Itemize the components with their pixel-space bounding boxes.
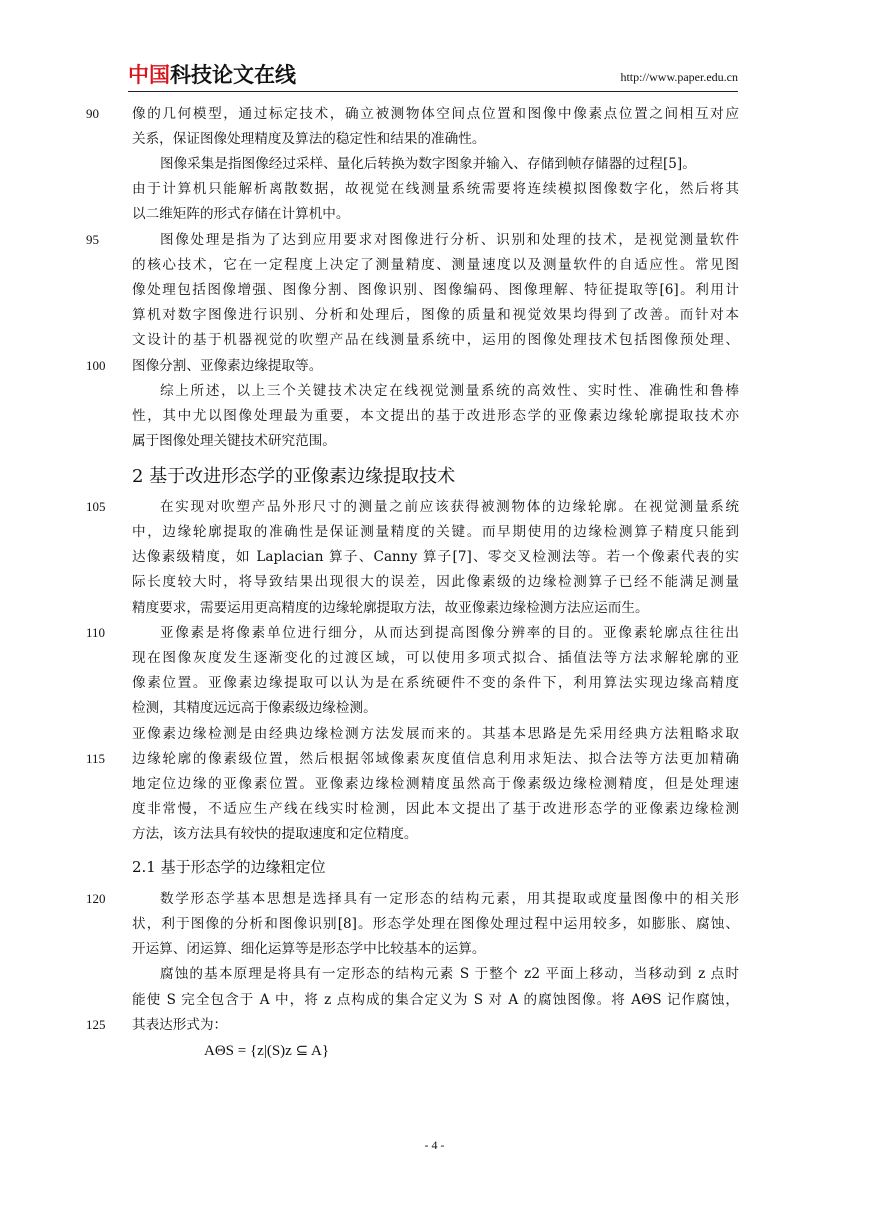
- page-number: - 4 -: [424, 1138, 445, 1152]
- line-number: 90: [86, 106, 99, 121]
- body-line: 由于计算机只能解析离散数据，故视觉在线测量系统需要将连续模拟图像数字化，然后将其: [132, 181, 739, 197]
- body-line: 性，其中尤以图像处理最为重要，本文提出的基于改进形态学的亚像素边缘轮廓提取技术亦: [132, 408, 739, 424]
- body-line: 方法，该方法具有较快的提取速度和定位精度。: [132, 826, 418, 842]
- body-line: 精度要求，需要运用更高精度的边缘轮廓提取方法，故亚像素边缘检测方法应运而生。: [132, 600, 649, 616]
- body-line: 边缘轮廓的像素级位置，然后根据邻域像素灰度值信息利用求矩法、拟合法等方法更加精确: [132, 751, 739, 767]
- body-line: 现在图像灰度发生逐渐变化的过渡区域，可以使用多项式拟合、插值法等方法求解轮廓的亚: [132, 650, 739, 666]
- body-line: 中，边缘轮廓提取的准确性是保证测量精度的关键。而早期使用的边缘检测算子精度只能到: [132, 524, 739, 540]
- body-line: 图像采集是指图像经过采样、量化后转换为数字图象并输入、存储到帧存储器的过程[5]。: [160, 156, 696, 172]
- body-line: 的核心技术，它在一定程度上决定了测量精度、测量速度以及测量软件的自适应性。常见图: [132, 257, 739, 273]
- body-line: 能使 S 完全包含于 A 中，将 z 点构成的集合定义为 S 对 A 的腐蚀图像。将 AΘS 记作腐蚀，: [132, 992, 739, 1008]
- body-line: 关系，保证图像处理精度及算法的稳定性和结果的准确性。: [132, 131, 486, 147]
- body-line: 地定位边缘的亚像素位置。亚像素边缘检测精度虽然高于像素级边缘检测精度，但是处理速: [132, 776, 739, 792]
- subsection-heading: 2.1 基于形态学的边缘粗定位: [132, 858, 326, 876]
- line-number: 125: [86, 1017, 106, 1032]
- line-number: 105: [86, 499, 106, 514]
- body-line: 亚像素是将像素单位进行细分，从而达到提高图像分辨率的目的。亚像素轮廓点往往出: [160, 625, 739, 641]
- body-line: 像的几何模型，通过标定技术，确立被测物体空间点位置和图像中像素点位置之间相互对应: [132, 106, 739, 122]
- body-line: 数学形态学基本思想是选择具有一定形态的结构元素，用其提取或度量图像中的相关形: [160, 891, 739, 907]
- line-number: 110: [86, 625, 106, 640]
- body-line: 文设计的基于机器视觉的吹塑产品在线测量系统中，运用的图像处理技术包括图像预处理、: [132, 332, 739, 348]
- section-heading: 2 基于改进形态学的亚像素边缘提取技术: [132, 466, 456, 487]
- body-line: 腐蚀的基本原理是将具有一定形态的结构元素 S 于整个 z2 平面上移动，当移动到 z 点时: [160, 966, 739, 982]
- journal-logo: 中国科技论文在线: [128, 63, 296, 87]
- body-line: 开运算、闭运算、细化运算等是形态学中比较基本的运算。: [132, 941, 486, 957]
- body-line: 算机对数字图像进行识别、分析和处理后，图像的质量和视觉效果均得到了改善。而针对本: [132, 307, 739, 323]
- erosion-formula: AΘS = {z|(S)z ⊆ A}: [204, 1043, 330, 1059]
- body-line: 属于图像处理关键技术研究范围。: [132, 433, 336, 449]
- body-line: 度非常慢，不适应生产线在线实时检测，因此本文提出了基于改进形态学的亚像素边缘检测: [132, 801, 739, 817]
- line-number: 115: [86, 751, 106, 766]
- header-rule: [128, 91, 738, 92]
- body-line: 达像素级精度，如 Laplacian 算子、Canny 算子[7]、零交叉检测法等。若一个像素代表的实: [132, 549, 739, 565]
- body-line: 综上所述，以上三个关键技术决定在线视觉测量系统的高效性、实时性、准确性和鲁棒: [160, 383, 739, 399]
- body-line: 状，利于图像的分析和图像识别[8]。形态学处理在图像处理过程中运用较多，如膨胀、腐蚀、: [132, 916, 739, 932]
- line-number: 120: [86, 891, 106, 906]
- page-header: [128, 62, 738, 90]
- body-line: 际长度较大时，将导致结果出现很大的误差，因此像素级的边缘检测算子已经不能满足测量: [132, 574, 739, 590]
- header-url[interactable]: http://www.paper.edu.cn: [620, 70, 738, 84]
- body-line: 像素位置。亚像素边缘提取可以认为是在系统硬件不变的条件下，利用算法实现边缘高精度: [132, 675, 739, 691]
- line-number: 95: [86, 232, 99, 247]
- body-line: 图像分割、亚像素边缘提取等。: [132, 358, 323, 374]
- line-number: 100: [86, 358, 106, 373]
- body-line: 以二维矩阵的形式存储在计算机中。: [132, 206, 350, 222]
- body-line: 亚像素边缘检测是由经典边缘检测方法发展而来的。其基本思路是先采用经典方法粗略求取: [132, 726, 739, 742]
- body-line: 图像处理是指为了达到应用要求对图像进行分析、识别和处理的技术，是视觉测量软件: [160, 232, 739, 248]
- body-line: 像处理包括图像增强、图像分割、图像识别、图像编码、图像理解、特征提取等[6]。利用计: [132, 282, 739, 298]
- body-line: 其表达形式为：: [132, 1017, 228, 1033]
- body-line: 检测，其精度远远高于像素级边缘检测。: [132, 700, 377, 716]
- body-line: 在实现对吹塑产品外形尺寸的测量之前应该获得被测物体的边缘轮廓。在视觉测量系统: [160, 499, 739, 515]
